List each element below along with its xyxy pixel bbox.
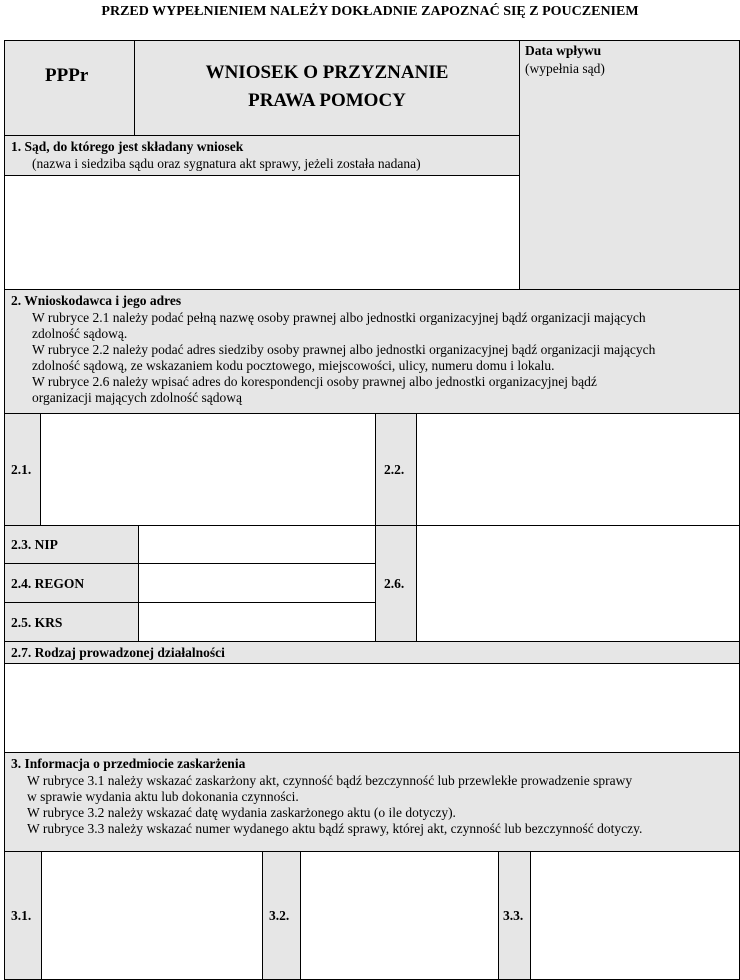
f23-label-cell <box>4 525 139 564</box>
f21-label: 2.1. <box>11 462 32 477</box>
section2-title: 2. Wnioskodawca i jego adres <box>11 293 182 308</box>
section1-subtitle: (nazwa i siedziba sądu oraz sygnatura akt sprawy, jeżeli została nadana) <box>32 156 421 171</box>
form-code: PPPr <box>45 65 89 86</box>
s3-instr-0: W rubryce 3.1 należy wskazać zaskarżony akt, czynność bądź bezczynność lub przewlekłe prowadzenie sprawy <box>27 773 633 788</box>
top-notice: PRZED WYPEŁNIENIEM NALEŻY DOKŁADNIE ZAPOZNAĆ SIĘ Z POUCZENIEM <box>101 4 639 19</box>
f33-field[interactable] <box>530 851 740 980</box>
f24-label: 2.4. REGON <box>11 576 85 591</box>
f31-label-cell <box>4 851 42 980</box>
f27-label-cell <box>4 641 740 664</box>
section2-header <box>4 289 740 414</box>
s3-instr-3: W rubryce 3.3 należy wskazać numer wydanego aktu bądź sprawy, której akt, czynność lub bezczynność dotyczy. <box>27 821 643 836</box>
s2-instr-5: organizacji mających zdolność sądową <box>32 390 243 405</box>
receipt-cell <box>519 40 740 290</box>
receipt-note: (wypełnia sąd) <box>525 61 605 76</box>
f27-label: 2.7. Rodzaj prowadzonej działalności <box>11 645 225 660</box>
f22-label: 2.2. <box>384 462 405 477</box>
s2-instr-1: zdolność sądową. <box>32 326 128 341</box>
f25-label: 2.5. KRS <box>11 615 63 630</box>
court-field[interactable] <box>4 175 520 290</box>
f24-label-cell <box>4 563 139 603</box>
s2-instr-4: W rubryce 2.6 należy wpisać adres do korespondencji osoby prawnej albo jednostki organizacyjnej bądź <box>32 374 597 389</box>
regon-field[interactable] <box>138 563 376 603</box>
f32-label: 3.2. <box>269 908 290 923</box>
form-title-line1: WNIOSEK O PRZYZNANIE <box>205 62 449 83</box>
f31-label: 3.1. <box>11 908 32 923</box>
f32-label-cell <box>262 851 301 980</box>
s3-instr-2: W rubryce 3.2 należy wskazać datę wydania zaskarżonego aktu (o ile dotyczy). <box>27 805 456 820</box>
f22-field[interactable] <box>416 413 740 526</box>
nip-field[interactable] <box>138 525 376 564</box>
s2-instr-0: W rubryce 2.1 należy podać pełną nazwę osoby prawnej albo jednostki organizacyjnej bądź organizacji mających <box>32 310 646 325</box>
section2-instructions <box>32 310 655 406</box>
form-title-line2: PRAWA POMOCY <box>248 90 406 111</box>
form-title-cell <box>134 40 520 136</box>
receipt-label: Data wpływu <box>525 43 602 58</box>
section1-header <box>4 135 520 176</box>
form-code-cell <box>4 40 135 136</box>
f33-label-cell <box>498 851 531 980</box>
f26-field[interactable] <box>416 525 740 642</box>
section1-title: 1. Sąd, do którego jest składany wniosek <box>11 139 244 154</box>
form-title <box>135 59 519 115</box>
s3-instr-1: w sprawie wydania aktu lub dokonania czynności. <box>27 789 299 804</box>
f21-label-cell <box>4 413 41 526</box>
f33-label: 3.3. <box>503 908 524 923</box>
s2-instr-3: zdolność sądową, ze wskazaniem kodu pocztowego, miejscowości, ulicy, numeru domu i lokalu. <box>32 358 555 373</box>
section3-instructions <box>27 773 642 837</box>
f23-label: 2.3. NIP <box>11 537 58 552</box>
f32-field[interactable] <box>300 851 499 980</box>
section3-header <box>4 752 740 852</box>
f22-label-cell <box>375 413 417 526</box>
activity-field[interactable] <box>4 663 740 753</box>
s2-instr-2: W rubryce 2.2 należy podać adres siedziby osoby prawnej albo jednostki organizacyjnej bądź organizacji mających <box>32 342 656 357</box>
f31-field[interactable] <box>41 851 263 980</box>
krs-field[interactable] <box>138 602 376 642</box>
f26-label: 2.6. <box>384 576 405 591</box>
f21-field[interactable] <box>40 413 376 526</box>
section3-title: 3. Informacja o przedmiocie zaskarżenia <box>11 756 246 771</box>
f25-label-cell <box>4 602 139 642</box>
f26-label-cell <box>375 525 417 642</box>
